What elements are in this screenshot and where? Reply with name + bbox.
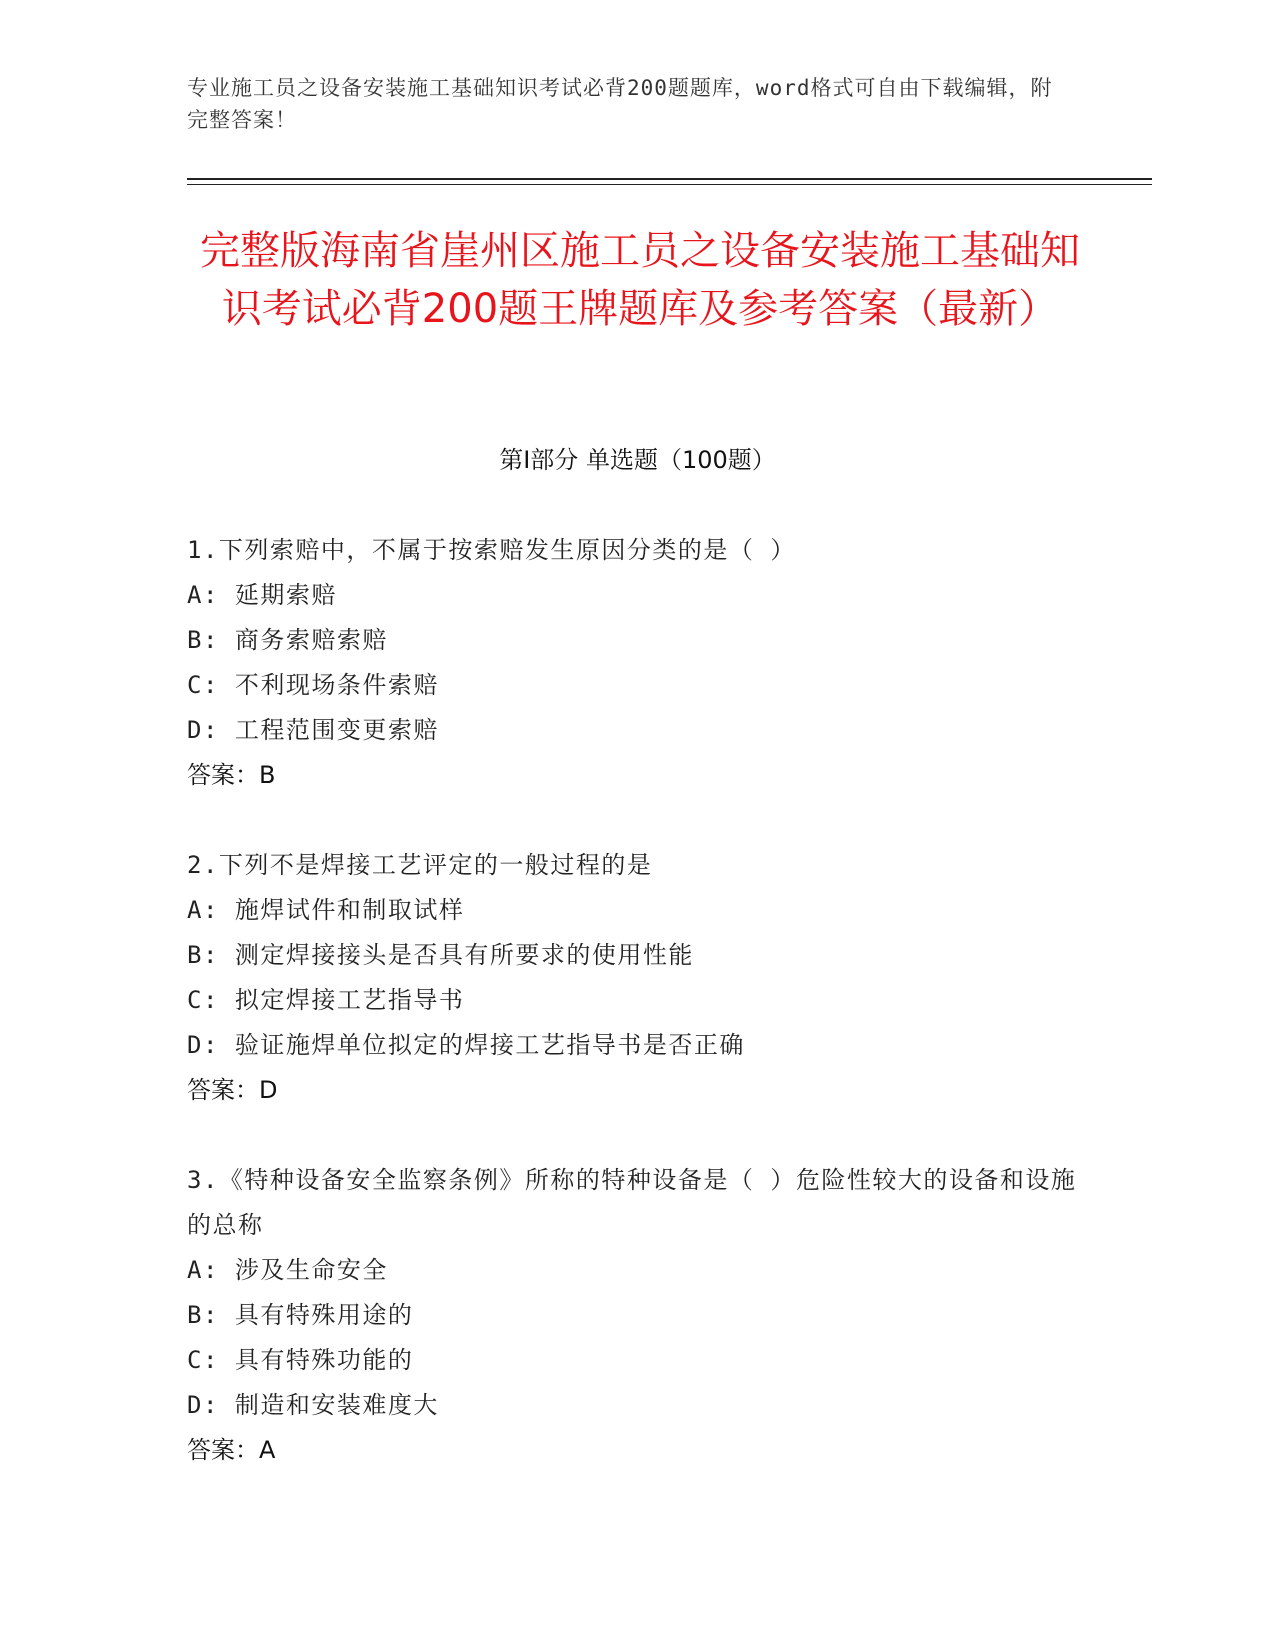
option-d: D: 制造和安装难度大 xyxy=(187,1391,439,1419)
option-d: D: 验证施焊单位拟定的焊接工艺指导书是否正确 xyxy=(187,1031,745,1059)
option-c: C: 不利现场条件索赔 xyxy=(187,671,439,699)
question-2 xyxy=(187,843,1077,1113)
question-spacer xyxy=(187,798,1077,843)
document-title: 完整版海南省崖州区施工员之设备安装施工基础知识考试必背200题王牌题库及参考答案（最新） xyxy=(200,228,1080,332)
option-a: A: 施焊试件和制取试样 xyxy=(187,896,465,924)
section-title: 第Ⅰ部分 单选题（100题） xyxy=(499,446,776,474)
header-divider-thin xyxy=(187,184,1152,185)
question-stem: 1.下列索赔中，不属于按索赔发生原因分类的是（ ） xyxy=(187,536,796,564)
question-stem: 2.下列不是焊接工艺评定的一般过程的是 xyxy=(187,851,653,879)
header-note: 专业施工员之设备安装施工基础知识考试必背200题题库，word格式可自由下载编辑，附完整答案！ xyxy=(187,76,1053,132)
question-1 xyxy=(187,528,1077,798)
option-c: C: 具有特殊功能的 xyxy=(187,1346,414,1374)
answer: 答案：B xyxy=(187,761,276,789)
option-b: B: 测定焊接接头是否具有所要求的使用性能 xyxy=(187,941,694,969)
question-spacer xyxy=(187,1113,1077,1158)
header-divider-thick xyxy=(187,178,1152,180)
option-b: B: 具有特殊用途的 xyxy=(187,1301,414,1329)
question-stem: 3.《特种设备安全监察条例》所称的特种设备是（ ）危险性较大的设备和设施的总称 xyxy=(187,1166,1077,1239)
question-3 xyxy=(187,1158,1077,1473)
question-list xyxy=(187,528,1077,1473)
answer: 答案：A xyxy=(187,1436,276,1464)
option-c: C: 拟定焊接工艺指导书 xyxy=(187,986,465,1014)
option-a: A: 涉及生命安全 xyxy=(187,1256,388,1284)
option-d: D: 工程范围变更索赔 xyxy=(187,716,439,744)
option-b: B: 商务索赔索赔 xyxy=(187,626,388,654)
option-a: A: 延期索赔 xyxy=(187,581,337,609)
answer: 答案：D xyxy=(187,1076,278,1104)
